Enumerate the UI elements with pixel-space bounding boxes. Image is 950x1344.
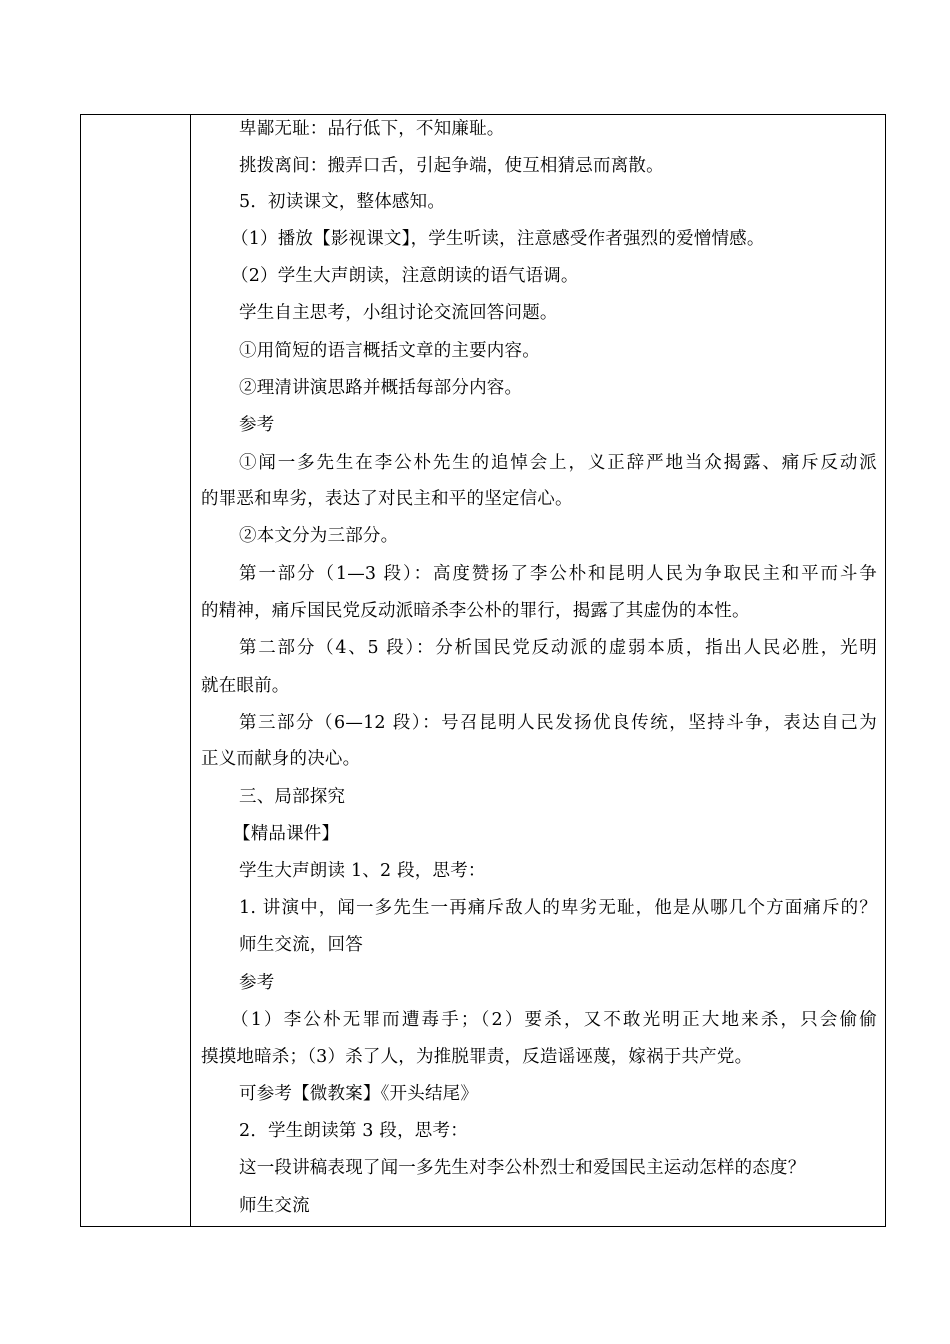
text-line: 师生交流 bbox=[239, 1196, 310, 1216]
text-line: 的罪恶和卑劣，表达了对民主和平的坚定信心。 bbox=[201, 489, 573, 509]
text-line: 1. 讲演中，闻一多先生一再痛斥敌人的卑劣无耻，他是从哪几个方面痛斥的？ bbox=[239, 898, 877, 918]
text-line: 第一部分（1—3 段）：高度赞扬了李公朴和昆明人民为争取民主和平而斗争 bbox=[239, 564, 877, 584]
text-line: ①闻一多先生在李公朴先生的追悼会上，义正辞严地当众揭露、痛斥反动派 bbox=[239, 453, 877, 473]
section-heading: 三、局部探究 bbox=[239, 787, 346, 807]
text-line: （1）李公朴无罪而遭毒手；（2）要杀，又不敢光明正大地来杀，只会偷偷 bbox=[231, 1010, 877, 1030]
text-line: 摸摸地暗杀；（3）杀了人，为推脱罪责，反造谣诬蔑，嫁祸于共产党。 bbox=[201, 1047, 753, 1067]
text-line: 第二部分（4、5 段）：分析国民党反动派的虚弱本质，指出人民必胜，光明 bbox=[239, 638, 877, 658]
table-content-column bbox=[191, 115, 885, 1226]
text-line: 可参考【微教案】《开头结尾》 bbox=[239, 1084, 479, 1104]
table-left-column bbox=[81, 115, 191, 1226]
text-line: 第三部分（6—12 段）：号召昆明人民发扬优良传统，坚持斗争，表达自己为 bbox=[239, 713, 877, 733]
text-line: ②理清讲演思路并概括每部分内容。 bbox=[239, 378, 523, 398]
text-line: 的精神，痛斥国民党反动派暗杀李公朴的罪行，揭露了其虚伪的本性。 bbox=[201, 601, 750, 621]
text-line: 师生交流，回答 bbox=[239, 935, 363, 955]
text-line: 就在眼前。 bbox=[201, 676, 290, 696]
text-line: 正义而献身的决心。 bbox=[201, 749, 361, 769]
text-line: 卑鄙无耻：品行低下，不知廉耻。 bbox=[239, 119, 505, 139]
text-line: 参考 bbox=[239, 415, 275, 435]
text-line: 挑拨离间：搬弄口舌，引起争端，使互相猜忌而离散。 bbox=[239, 156, 664, 176]
text-line: ①用简短的语言概括文章的主要内容。 bbox=[239, 341, 540, 361]
text-line: 学生大声朗读 1、2 段，思考： bbox=[239, 861, 486, 881]
text-line: 2．学生朗读第 3 段，思考： bbox=[239, 1121, 468, 1141]
text-line: （1）播放【影视课文】，学生听读，注意感受作者强烈的爱憎情感。 bbox=[231, 229, 765, 249]
text-line: 5．初读课文，整体感知。 bbox=[239, 192, 446, 212]
text-line: （2）学生大声朗读，注意朗读的语气语调。 bbox=[231, 266, 579, 286]
lesson-table bbox=[80, 114, 886, 1227]
text-line: 这一段讲稿表现了闻一多先生对李公朴烈士和爱国民主运动怎样的态度？ bbox=[239, 1158, 806, 1178]
text-line: 【精品课件】 bbox=[233, 824, 340, 844]
text-line: 学生自主思考，小组讨论交流回答问题。 bbox=[239, 303, 558, 323]
text-line: ②本文分为三部分。 bbox=[239, 526, 399, 546]
text-line: 参考 bbox=[239, 973, 275, 993]
